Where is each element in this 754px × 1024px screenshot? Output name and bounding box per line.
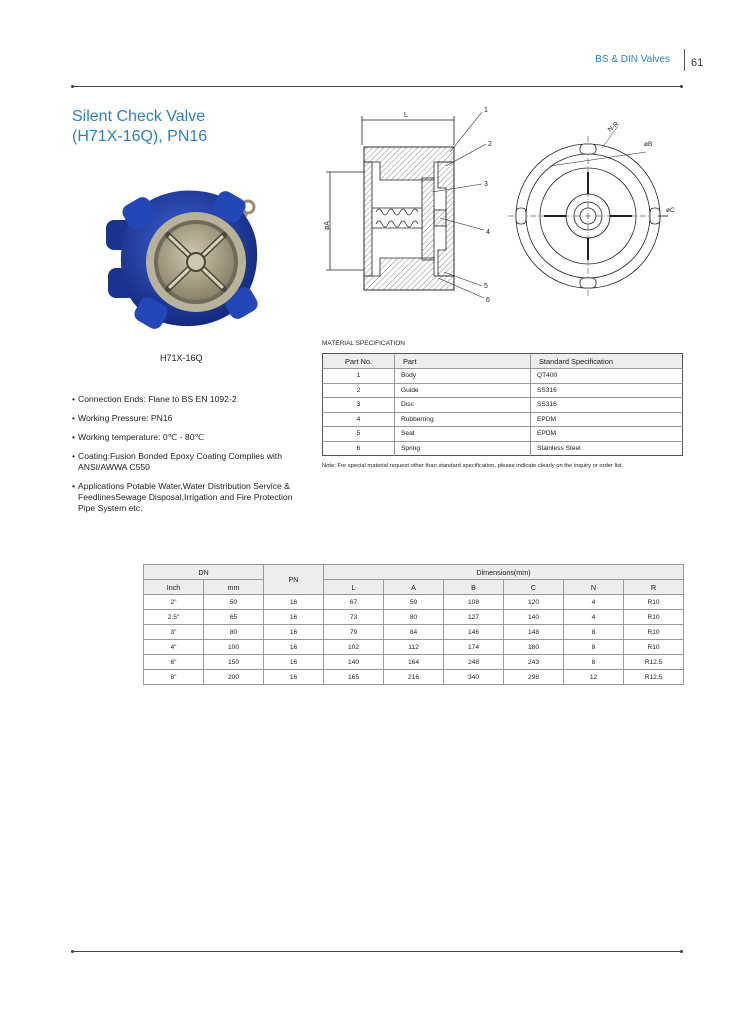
cell-spec: SS316: [531, 383, 683, 398]
cell-spec: EPDM: [531, 427, 683, 442]
cell-part-no: 2: [323, 383, 395, 398]
cell-pn: 16: [264, 625, 324, 640]
cell-A: 216: [384, 670, 444, 685]
col-C: C: [504, 580, 564, 595]
table-row: [323, 427, 683, 442]
dimensions-table: [143, 564, 684, 685]
cell-mm: 65: [204, 610, 264, 625]
cell-L: 73: [324, 610, 384, 625]
col-standard-spec: Standard Specification: [531, 354, 683, 369]
material-spec-caption: MATERIAL SPECIFICATION: [322, 340, 405, 347]
table-row: [323, 369, 683, 384]
dim-label-L: L: [404, 112, 408, 119]
cell-part: Spring: [395, 441, 531, 456]
cell-pn: 16: [264, 655, 324, 670]
table-header-row: [323, 354, 683, 369]
table-row: [144, 595, 684, 610]
dimensions-table-body: [144, 595, 684, 685]
cell-L: 165: [324, 670, 384, 685]
cell-mm: 100: [204, 640, 264, 655]
cell-N: 8: [564, 625, 624, 640]
cell-pn: 16: [264, 640, 324, 655]
cell-R: R10: [624, 625, 684, 640]
material-spec-table: [322, 353, 683, 456]
cell-B: 340: [444, 670, 504, 685]
feature-connection-ends: • Connection Ends: Flane to BS EN 1092-2: [72, 394, 297, 405]
col-N: N: [564, 580, 624, 595]
header-divider: [684, 49, 685, 71]
cell-B: 174: [444, 640, 504, 655]
cell-C: 243: [504, 655, 564, 670]
valve-product-photo: [96, 180, 264, 330]
feature-working-temperature: • Working temperature: 0℃ - 80℃: [72, 432, 297, 443]
cell-L: 140: [324, 655, 384, 670]
cell-part: Seat: [395, 427, 531, 442]
cell-part-no: 4: [323, 412, 395, 427]
cell-mm: 200: [204, 670, 264, 685]
cell-inch: 6": [144, 655, 204, 670]
callout-1: 1: [484, 107, 488, 114]
cell-A: 164: [384, 655, 444, 670]
col-R: R: [624, 580, 684, 595]
cell-pn: 16: [264, 670, 324, 685]
cell-spec: EPDM: [531, 412, 683, 427]
dim-label-B: øB: [644, 141, 653, 148]
front-view: [508, 121, 675, 296]
top-rule: [72, 86, 682, 87]
rule-dot: [680, 950, 683, 953]
table-row: [144, 610, 684, 625]
rule-dot: [71, 85, 74, 88]
callout-5: 5: [484, 283, 488, 290]
col-mm: mm: [204, 580, 264, 595]
col-group-dn: DN: [144, 565, 264, 580]
callout-2: 2: [488, 141, 492, 148]
cell-C: 180: [504, 640, 564, 655]
cell-N: 8: [564, 655, 624, 670]
cell-C: 120: [504, 595, 564, 610]
cell-spec: QT400: [531, 369, 683, 384]
cell-N: 12: [564, 670, 624, 685]
cell-R: R12.5: [624, 655, 684, 670]
cell-spec: Stainless Steel: [537, 444, 581, 452]
technical-drawing: [318, 100, 690, 310]
table-row: [144, 655, 684, 670]
table-row: [144, 625, 684, 640]
cell-N: 4: [564, 595, 624, 610]
cell-C: 148: [504, 625, 564, 640]
cell-B: 248: [444, 655, 504, 670]
cell-part-no: 6: [323, 441, 395, 456]
cell-R: R10: [624, 640, 684, 655]
cell-part: Rubberring: [395, 412, 531, 427]
cell-spec: SS316: [531, 398, 683, 413]
cell-B: 146: [444, 625, 504, 640]
cell-part-no: 5: [323, 427, 395, 442]
cell-N: 4: [564, 610, 624, 625]
cell-C: 140: [504, 610, 564, 625]
table-row: [323, 398, 683, 413]
section-view: [324, 107, 492, 304]
cell-R: R10: [624, 595, 684, 610]
dim-label-C: øC: [666, 207, 675, 214]
cell-L: 102: [324, 640, 384, 655]
cell-A: 84: [384, 625, 444, 640]
table-row: [323, 383, 683, 398]
cell-inch: 3": [144, 625, 204, 640]
cell-N: 8: [564, 640, 624, 655]
col-A: A: [384, 580, 444, 595]
product-title-line1: Silent Check Valve: [72, 108, 206, 125]
cell-R: R12.5: [624, 670, 684, 685]
product-title: [72, 107, 207, 147]
cell-mm: 80: [204, 625, 264, 640]
cell-L: 79: [324, 625, 384, 640]
cell-R: R10: [624, 610, 684, 625]
cell-part-no: 3: [323, 398, 395, 413]
table-row: [323, 441, 683, 456]
callout-3: 3: [484, 181, 488, 188]
cell-B: 127: [444, 610, 504, 625]
cell-mm: 50: [204, 595, 264, 610]
table-row: [323, 412, 683, 427]
cell-inch: 2": [144, 595, 204, 610]
col-part-no: Part No.: [323, 354, 395, 369]
col-L: L: [324, 580, 384, 595]
col-B: B: [444, 580, 504, 595]
cell-inch: 8": [144, 670, 204, 685]
material-spec-note: Note: For special material request other than standard specification, please indicate clearly on the inquiry or order list.: [322, 463, 624, 469]
table-header-row: [144, 580, 684, 595]
cell-part: Body: [395, 369, 531, 384]
page-number: 61: [691, 57, 704, 69]
callout-6: 6: [486, 297, 490, 304]
cell-mm: 150: [204, 655, 264, 670]
section-title: BS & DIN Valves: [595, 54, 670, 65]
cell-inch: 4": [144, 640, 204, 655]
rule-dot: [680, 85, 683, 88]
cell-pn: 16: [264, 595, 324, 610]
cell-A: 80: [384, 610, 444, 625]
col-part: Part: [395, 354, 531, 369]
callout-4: 4: [486, 229, 490, 236]
feature-coating: • Coating:Fusion Bonded Epoxy Coating Complies with ANSI/AWWA C550: [72, 451, 297, 473]
feature-list: [72, 394, 297, 522]
dim-label-A: øA: [324, 221, 331, 230]
cell-L: 67: [324, 595, 384, 610]
table-row: [144, 640, 684, 655]
cell-inch: 2.5": [144, 610, 204, 625]
feature-applications: • Applications Potable Water,Water Distribution Service & FeedlinesSewage Disposal,Irrigation and Fire Protection Pipe System etc.: [72, 481, 297, 514]
col-inch: Inch: [144, 580, 204, 595]
cell-A: 112: [384, 640, 444, 655]
cell-part-no: 1: [323, 369, 395, 384]
cell-B: 108: [444, 595, 504, 610]
cell-C: 298: [504, 670, 564, 685]
table-row: [144, 670, 684, 685]
dim-label-NR: N-R: [606, 120, 621, 134]
cell-part: Disc: [395, 398, 531, 413]
feature-working-pressure: • Working Pressure: PN16: [72, 413, 297, 424]
product-title-line2: (H71X-16Q), PN16: [72, 128, 208, 145]
cell-pn: 16: [264, 610, 324, 625]
cell-part: Guide: [395, 383, 531, 398]
bottom-rule: [72, 951, 682, 952]
table-group-header-row: [144, 565, 684, 580]
rule-dot: [71, 950, 74, 953]
cell-A: 59: [384, 595, 444, 610]
col-pn: PN: [264, 565, 324, 595]
col-group-dimensions: Dimensions(mm): [324, 565, 684, 580]
photo-caption: H71X-16Q: [160, 353, 203, 363]
